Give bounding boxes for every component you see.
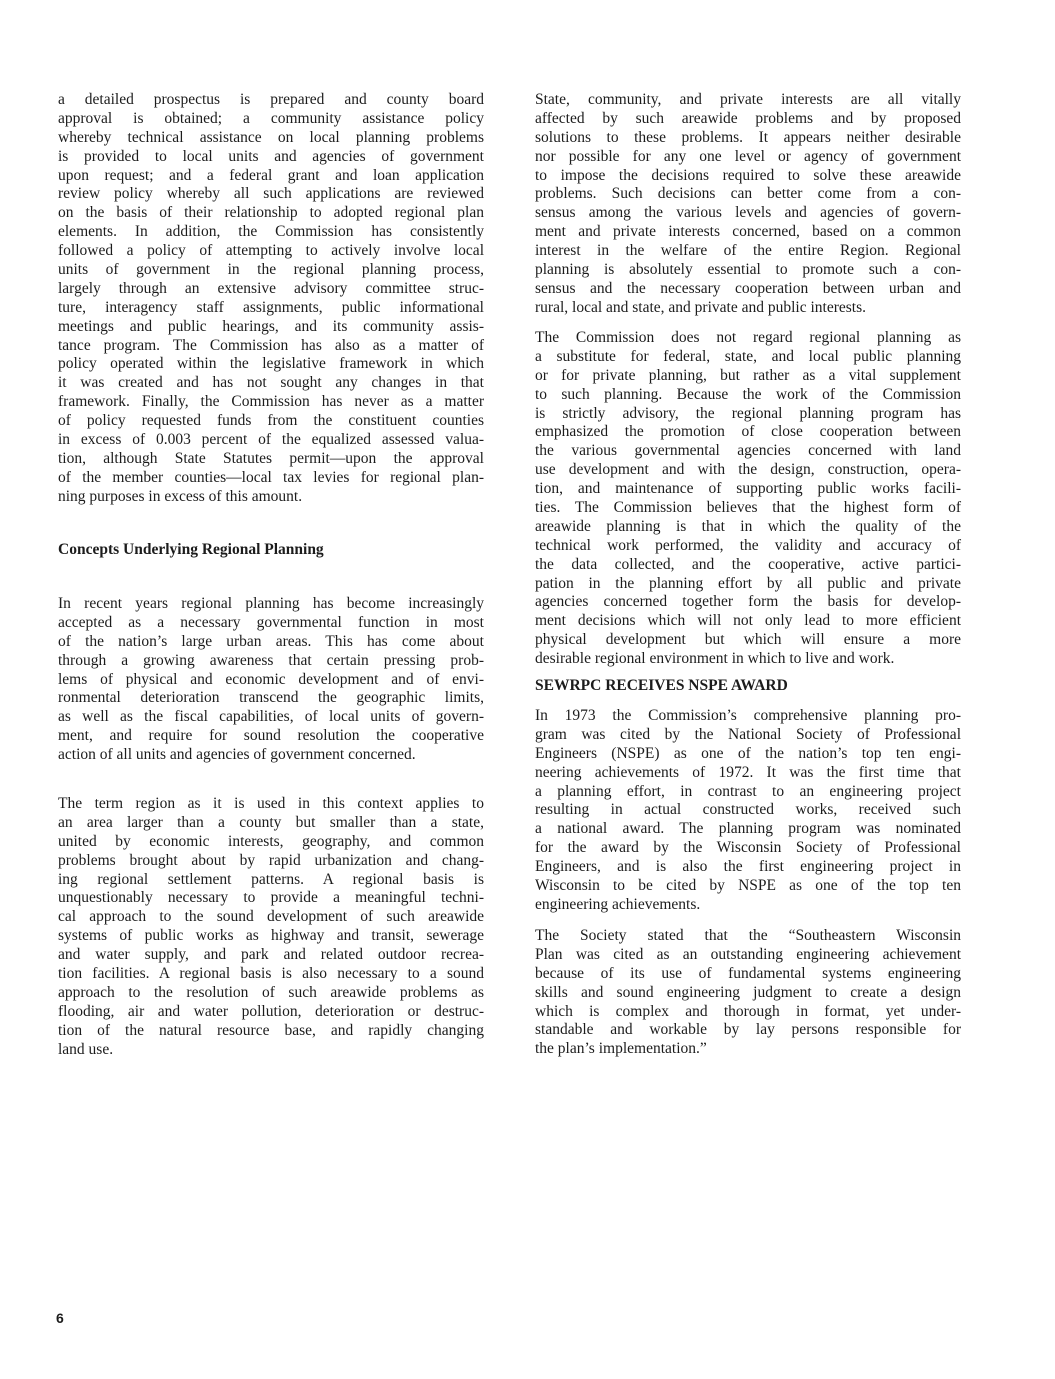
text-line: tion facilities. A regional basis is also necessary to a sound [58, 965, 484, 983]
text-line: to impose the decisions required to solve these areawide [535, 166, 961, 184]
text-line: In recent years regional planning has become increasingly [58, 595, 484, 612]
text-line: ment decisions which will not only lead to more efficient [535, 612, 961, 630]
text-line: a planning effort, in contrast to an engineering project [535, 782, 961, 800]
page-number: 6 [56, 1310, 64, 1326]
text-line: In 1973 the Commission’s comprehensive planning pro- [535, 707, 961, 724]
text-line: ment, and require for sound resolution the cooperative [58, 727, 484, 745]
text-line: Wisconsin to be cited by NSPE as one of the top ten [535, 877, 961, 895]
text-line: is provided to local units and agencies of government [58, 147, 484, 165]
text-line: ties. The Commission believes that the highest form of [535, 499, 961, 517]
section-heading-concepts: Concepts Underlying Regional Planning [58, 541, 324, 558]
text-line: skills and sound engineering judgment to create a design [535, 983, 961, 1001]
text-line: ronmental deterioration transcend the geographic limits, [58, 689, 484, 707]
text-line: ture, interagency staff assignments, public informational [58, 298, 484, 316]
text-line: systems of public works as highway and transit, sewerage [58, 927, 484, 945]
text-line: the various governmental agencies concerned with land [535, 442, 961, 460]
text-line: land use. [58, 1040, 114, 1058]
text-line: Plan was cited as an outstanding engineering achievement [535, 945, 961, 963]
paragraph-term-region [58, 795, 484, 1059]
text-line: standable and workable by lay persons responsible for [535, 1021, 961, 1039]
text-line: flooding, air and water pollution, deterioration or destruc- [58, 1002, 484, 1020]
text-line: is strictly advisory, the regional planning program has [535, 404, 961, 422]
text-line: affected by such areawide problems and by proposed [535, 109, 961, 127]
text-line: technical work performed, the validity and accuracy of [535, 536, 961, 554]
text-line: sensus and the necessary cooperation between urban and [535, 279, 961, 297]
text-line: use development and with the design, construction, opera- [535, 461, 961, 479]
text-line: units of government in the regional planning process, [58, 261, 484, 279]
text-line: the plan’s implementation.” [535, 1040, 707, 1058]
text-line: The Commission does not regard regional planning as [535, 329, 961, 346]
text-line: for the award by the Wisconsin Society of Professional [535, 839, 961, 857]
paragraph-commission-policies [58, 91, 484, 507]
paragraph-commission-role [535, 329, 961, 669]
text-line: through a growing awareness that certain pressing prob- [58, 651, 484, 669]
text-line: or for private planning, but rather as a vital supplement [535, 366, 961, 384]
text-line: as well as the fiscal capabilities, of local units of govern- [58, 708, 484, 726]
text-line: whereby technical assistance on local planning problems [58, 128, 484, 146]
text-line: gram was cited by the National Society of Professional [535, 725, 961, 743]
text-line: followed a policy of attempting to actively involve local [58, 242, 484, 260]
text-line: areawide planning is that in which the quality of the [535, 517, 961, 535]
text-line: nor possible for any one level or agency of government [535, 147, 961, 165]
paragraph-nspe-citation [535, 707, 961, 915]
text-line: State, community, and private interests are all vitally [535, 91, 961, 108]
paragraph-recent-years [58, 595, 484, 765]
text-line: and water supply, and park and related outdoor recrea- [58, 946, 484, 964]
text-line: engineering achievements. [535, 895, 701, 913]
text-line: physical development but which will ensure a more [535, 631, 961, 649]
text-line: unquestionably necessary to provide a meaningful techni- [58, 889, 484, 907]
text-line: Engineers (NSPE) as one of the nation’s top ten engi- [535, 744, 961, 762]
text-line: tance program. The Commission has also as a matter of [58, 336, 484, 354]
text-line: ing regional settlement patterns. A regional basis is [58, 870, 484, 888]
text-line: of policy requested funds from the constituent counties [58, 412, 484, 430]
text-line: upon request; and a federal grant and loan application [58, 166, 484, 184]
text-line: pation in the planning effort by all public and private [535, 574, 961, 592]
text-line: rural, local and state, and private and public interests. [535, 298, 866, 316]
text-line: framework. Finally, the Commission has never as a matter [58, 393, 484, 411]
text-line: approach to the resolution of such areawide problems as [58, 983, 484, 1001]
text-line: tion of the natural resource base, and rapidly changing [58, 1021, 484, 1039]
text-line: ning purposes in excess of this amount. [58, 487, 303, 505]
text-line: largely through an extensive advisory committee struc- [58, 279, 484, 297]
text-line: because of its use of fundamental systems engineering [535, 964, 961, 982]
text-line: lems of physical and economic development and of envi- [58, 670, 484, 688]
text-line: Engineers, and is also the first engineering project in [535, 858, 961, 876]
text-line: elements. In addition, the Commission has consistently [58, 223, 484, 241]
text-line: united by economic interests, geography, and common [58, 832, 484, 850]
text-line: solutions to these problems. It appears neither desirable [535, 128, 961, 146]
text-line: of the nation’s large urban areas. This has come about [58, 632, 484, 650]
text-line: a substitute for federal, state, and local public planning [535, 347, 961, 365]
text-line: which is complex and thorough in format, yet under- [535, 1002, 961, 1020]
paragraph-interests-affected [535, 91, 961, 318]
text-line: approval is obtained; a community assistance policy [58, 109, 484, 127]
text-line: accepted as a necessary governmental function in most [58, 613, 484, 631]
text-line: emphasized the promotion of close cooperation between [535, 423, 961, 441]
text-line: the data collected, and the cooperative, active partici- [535, 555, 961, 573]
text-line: sensus among the various levels and agencies of govern- [535, 204, 961, 222]
text-line: neering achievements of 1972. It was the first time that [535, 763, 961, 781]
text-line: The Society stated that the “Southeastern Wisconsin [535, 927, 961, 944]
text-line: interest in the welfare of the entire Region. Regional [535, 242, 961, 260]
text-line: policy operated within the legislative framework in which [58, 355, 484, 373]
text-line: planning is absolutely essential to promote such a con- [535, 261, 961, 279]
text-line: to such planning. Because the work of the Commission [535, 385, 961, 403]
paragraph-society-statement [535, 927, 961, 1059]
text-line: cal approach to the sound development of such areawide [58, 908, 484, 926]
text-line: tion, and maintenance of supporting public works facili- [535, 480, 961, 498]
text-line: ment and private interests concerned, based on a common [535, 223, 961, 241]
text-line: it was created and has not sought any changes in that [58, 374, 484, 392]
text-line: an area larger than a county but smaller than a state, [58, 813, 484, 831]
text-line: on the basis of their relationship to adopted regional plan [58, 204, 484, 222]
text-line: a detailed prospectus is prepared and county board [58, 91, 484, 108]
text-line: a national award. The planning program was nominated [535, 820, 961, 838]
text-line: problems. Such decisions can better come from a con- [535, 185, 961, 203]
text-line: of the member counties—local tax levies for regional plan- [58, 468, 484, 486]
text-line: desirable regional environment in which to live and work. [535, 650, 895, 668]
text-line: review policy whereby all such applications are reviewed [58, 185, 484, 203]
text-line: meetings and public hearings, and its community assis- [58, 317, 484, 335]
text-line: action of all units and agencies of government concerned. [58, 746, 416, 764]
text-line: in excess of 0.003 percent of the equalized assessed valua- [58, 431, 484, 449]
text-line: The term region as it is used in this context applies to [58, 795, 484, 812]
text-line: agencies concerned together form the basis for develop- [535, 593, 961, 611]
text-line: problems brought about by rapid urbanization and chang- [58, 851, 484, 869]
section-heading-nspe-award: SEWRPC RECEIVES NSPE AWARD [535, 677, 788, 694]
text-line: resulting in actual constructed works, received such [535, 801, 961, 819]
text-line: tion, although State Statutes permit—upon the approval [58, 449, 484, 467]
